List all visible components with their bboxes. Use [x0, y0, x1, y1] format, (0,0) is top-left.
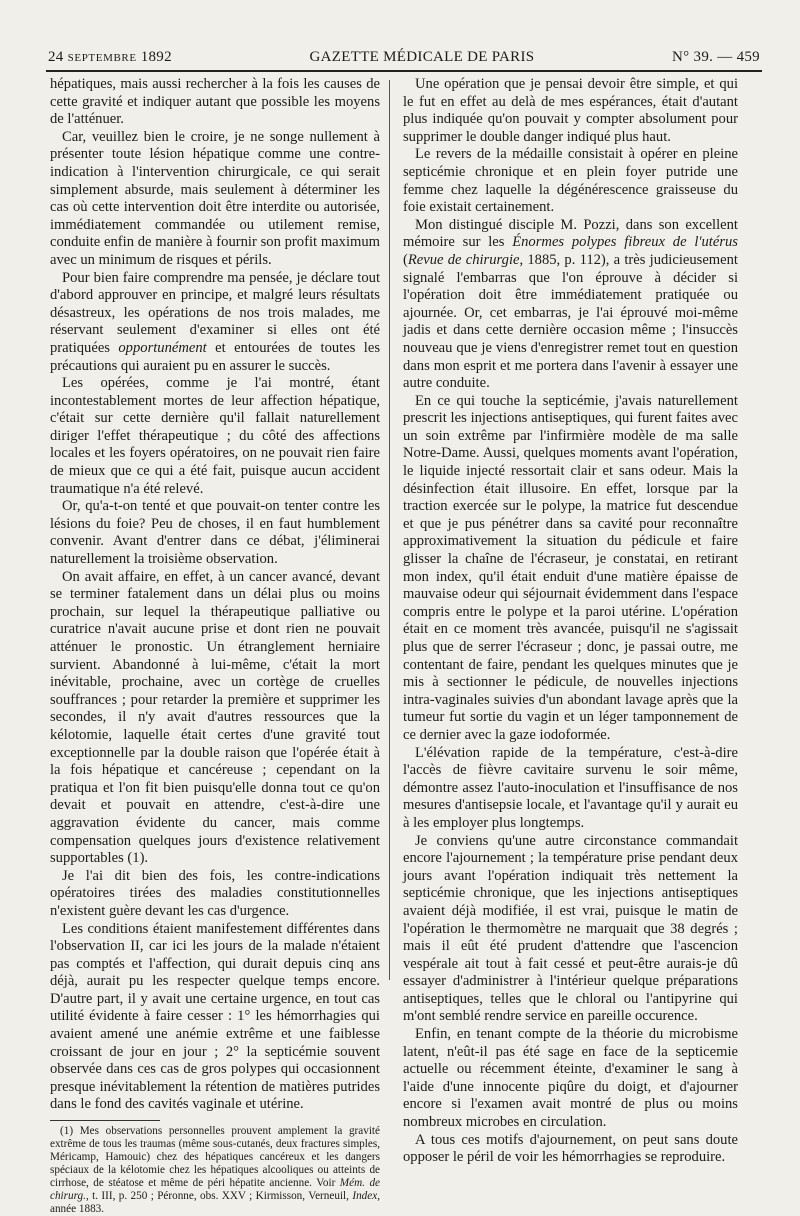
text-run: , 1885, p. 112), a très judicieusement signalé l'embarras que l'on éprouve à décider si l'opération doit être immédiatement pratiquée ou ajournée. Or, cet embarras, je l'ai éprouvé moi-même jadis et dans cette dernière occasion même ; l'insuccès nouveau que je viens d'enregistrer remet tout en question dans mon esprit et me portera dans l'avenir à essayer une autre conduite.: [403, 251, 738, 392]
paragraph: Les opérées, comme je l'ai montré, étant incontestablement mortes de leur affection hépatique, c'était sur cette dernière qu'il fallait naturellement diriger l'effet thérapeutique ; du côté des affections locales et les foyers opératoires, on ne pouvait rien faire de mieux que ce qui a été fait, puisque aucun accident traumatique n'a été relevé.: [50, 375, 380, 497]
text-run: (1) Mes observations personnelles prouvent amplement la gravité extrême de tous les traumas (même sous-cutanés, deux fractures simples, Méricamp, Hamouic) chez des hépatiques cancéreux et les dangers spéciaux de la kélotomie chez les hépatiques alcooliques ou atteints de cirrhose, de stéatose et même de péri hépatite ancienne. Voir: [50, 1125, 380, 1190]
paragraph: En ce qui touche la septicémie, j'avais naturellement prescrit les injections antiseptiques, qui furent faites avec un soin extrême par l'infirmière modèle de ma salle Notre-Dame. Aussi, quelques moments avant l'opération, le liquide injecté ressortait clair et sans odeur. Mais la désinfection était illusoire. En effet, lorsque par la traction exercée sur le polype, la matrice fut descendue et que je pus pénétrer dans sa cavité pour reconnaître approximativement la situation du pédicule et faire glisser la chaîne de l'écraseur, je constatai, en retirant mon index, qu'il était enduit d'une matière épaisse de mauvaise odeur qui séjournait évidemment dans l'espace compris entre le polype et la paroi utérine. L'opération était en ce moment très avancée, puisqu'il ne s'agissait plus que de serrer l'écraseur ; donc, je passai outre, me contentant de faire, pendant les quelques minutes que je mis à sectionner le pédicule, de nouvelles injections intra-vaginales suivies d'un abondant lavage après que la tumeur fut sortie du vagin et un léger tamponnement de ce dernier avec la gaze iodoformée.: [403, 392, 738, 743]
footnote-rule: [50, 1120, 160, 1121]
paragraph: L'élévation rapide de la température, c'est-à-dire l'accès de fièvre cavitaire survenu le soir même, démontre assez l'auto-inoculation et l'insuffisance de nos mesures d'antisepsie locale, et l'avantage qu'il y aurait eu à les employer plus longtemps.: [403, 744, 738, 831]
paragraph: Je conviens qu'une autre circonstance commandait encore l'ajournement ; la température prise pendant deux jours avant l'opération indiquait très nettement la septicémie chronique, que les injections antiseptiques avaient déjà modifiée, il est vrai, puisque le matin de l'opération le thermomètre ne marquait que 38 degrés ; mais il eût été prudent d'attendre que l'ascencion vespérale ait tout à fait cessé et peut-être aurais-je dû essayer d'administrer à l'intérieur quelque préparations antiseptiques, telles que le chloral ou l'antipyrine qui m'ont semblé rendre service en pareille occurence.: [403, 832, 738, 1025]
text-run: (: [403, 251, 408, 268]
right-column: [403, 76, 738, 1167]
italic-text: Énormes polypes fibreux de l'utérus: [512, 234, 738, 251]
paragraph: Enfin, en tenant compte de la théorie du microbisme latent, n'eût-il pas été sage en face de la septicemie actuelle ou récemment éteinte, d'examiner le sang à l'aide d'une innocente piqûre du doigt, et d'ajourner encore si l'examen avait montré de plus ou moins nombreux microbes en circulation.: [403, 1026, 738, 1131]
text-run: Pour bien faire comprendre ma pensée, je déclare tout d'abord approuver en principe, et malgré leurs résultats désastreux, les opérations de nos trois malades, me réservant seulement d'examiner si elles ont été pratiquées: [50, 269, 380, 356]
paragraph: Car, veuillez bien le croire, je ne songe nullement à présenter toute lésion hépatique comme une contre-indication à l'intervention chirurgicale, ce qui serait simplement absurde, mais seulement à déterminer les cas où cette intervention doit être interdite ou autorisée, immédiatement commandée ou utilement remise, conduite enfin de manière à fournir son profit maximum avec un minimum de risques et périls.: [50, 128, 380, 268]
paragraph: Une opération que je pensai devoir être simple, et qui le fut en effet au delà de mes espérances, était d'autant plus indiquée qu'on pouvait y compter absolument pour supprimer le double danger indiqué plus haut.: [403, 76, 738, 145]
date-day: 24: [48, 49, 64, 65]
paragraph: [50, 270, 380, 376]
paragraph: [403, 217, 738, 393]
paragraph: Or, qu'a-t-on tenté et que pouvait-on tenter contre les lésions du foie? Peu de choses, il en faut humblement convenir. Avant d'entrer dans ce débat, j'éliminerai naturellement la troisième observation.: [50, 498, 380, 568]
date-month: SEPTEMBRE: [67, 52, 137, 64]
paragraph: On avait affaire, en effet, à un cancer avancé, devant se terminer fatalement dans un délai plus ou moins prochain, sur lequel la thérapeutique palliative ou curatrice n'avait aucune prise et dont rien ne pouvait atténuer le pronostic. Un étranglement herniaire survient. Abandonné à lui-même, c'était la mort inévitable, prochaine, avec un cortège de cruelles souffrances ; pour retarder la première et supprimer les secondes, il n'y avait d'autres ressources que la kélotomie, laquelle était certes d'une gravité tout exceptionnelle par la double raison que l'opérée était à la fois hépatique et cancéreuse ; cependant on la pratiqua et l'on fit bien puisqu'elle donna tout ce qu'on devait et pouvait en attendre, c'est-à-dire une aggravation évidente du cancer, mais comme compensation quelques jours d'existence relativement supportables (1).: [50, 568, 380, 867]
issue-date: [48, 49, 172, 66]
paragraph: Le revers de la médaille consistait à opérer en pleine septicémie chronique et en plein foyer putride une femme chez laquelle la dégénérescence graisseuse du foie existait certainement.: [403, 146, 738, 216]
italic-text: Revue de chirurgie: [407, 251, 520, 268]
text-run: et entourées de toutes les précautions qui auraient pu en assurer le succès.: [50, 339, 380, 374]
paragraph: hépatiques, mais aussi rechercher à la fois les causes de cette gravité et indiquer autant que possible les moyens de l'atténuer.: [50, 76, 380, 128]
footnote-paragraph: [50, 1125, 380, 1216]
italic-text: Mém. de chirurg.: [50, 1177, 380, 1203]
paragraph: A tous ces motifs d'ajournement, on peut sans doute opposer le péril de voir les hémorrhagies se reproduire.: [403, 1131, 738, 1166]
italic-text: opportunément: [118, 339, 207, 356]
italic-text: Index: [352, 1190, 378, 1203]
date-year: 1892: [140, 49, 172, 65]
paragraph: Les conditions étaient manifestement différentes dans l'observation II, car ici les jours de la malade n'étaient pas comptés et l'affection, qui durait depuis cinq ans déjà, aurait pu les respecter quelque temps encore. D'autre part, il y avait une certaine urgence, en tout cas utilité évidente à faire cesser : 1° les hémorrhagies qui avaient amené une anémie extrême et une faiblesse croissant de jour en jour ; 2° la septicémie souvent observée dans ces cas de gros polypes qui occasionnent presque inévitablement la rétention de matières putrides dans le fond des cavités vaginale et utérine.: [50, 920, 380, 1113]
text-run: Mon distingué disciple M. Pozzi, dans son excellent mémoire sur les: [403, 216, 738, 251]
text-run: , t. III, p. 250 ; Péronne, obs. XXV ; Kirmisson, Verneuil,: [85, 1190, 353, 1203]
left-column: [50, 76, 380, 1216]
text-run: , année 1883.: [50, 1190, 380, 1216]
page-header: [48, 40, 760, 66]
paragraph: Je l'ai dit bien des fois, les contre-indications opératoires tirées des maladies constitutionnelles n'existent guère devant les cas d'urgence.: [50, 867, 380, 919]
issue-number: N° 39. — 459: [672, 49, 760, 65]
column-divider: [389, 80, 390, 980]
journal-title: GAZETTE MÉDICALE DE PARIS: [309, 49, 535, 65]
header-rule: [46, 70, 762, 72]
footnote: [50, 1125, 380, 1216]
